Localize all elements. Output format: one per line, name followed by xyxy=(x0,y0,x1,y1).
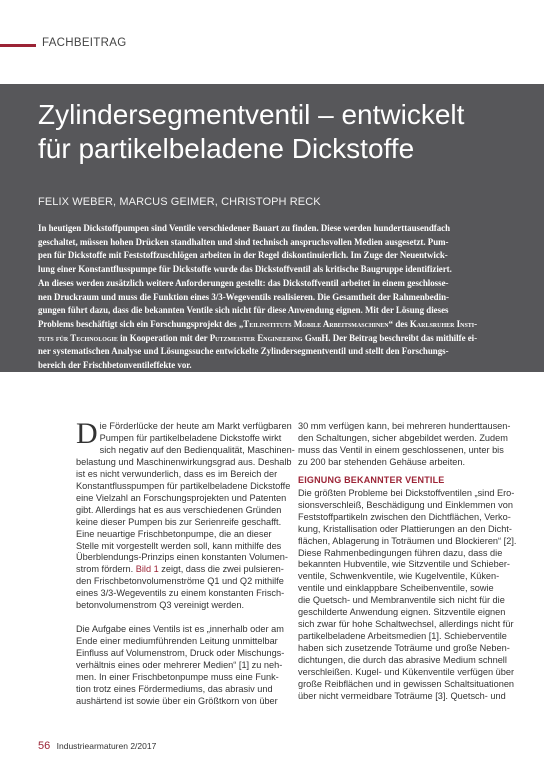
university-name-cont: tuts für Technologie xyxy=(38,332,118,343)
title-line: für partikelbeladene Dickstoffe xyxy=(38,133,415,164)
abstract-line: nen Druckraum und muss die Funktion eines 3/3-Wegeventils realisieren. Die Gesamtheit der Rahmenbedin- xyxy=(38,291,449,302)
body-line: geschilderte Anwendung eignen. Sitzventile eignen xyxy=(298,607,506,618)
body-line: partikelbeladene Arbeitsmedien [1]. Schieberventile xyxy=(298,631,507,642)
body-line: sich zwar für hohe Schaltwechsel, allerdings nicht für xyxy=(298,619,514,630)
page-number: 56 xyxy=(38,740,51,752)
body-text: zeigt, dass die zwei pulsieren- xyxy=(158,564,284,575)
abstract-text: . Der Beitrag beschreibt das mithilfe ei- xyxy=(328,332,478,343)
body-line: eine Vielzahl an Forschungsprojekten und Patenten xyxy=(76,492,287,503)
abstract-line: pen für Dickstoffe mit Feststoffzuschlögen arbeiten in der Regel diskontinuierlich. Im Zuge der Neuentwick- xyxy=(38,250,448,261)
page-footer xyxy=(38,740,156,752)
body-line: zu 200 bar stehenden Gehäuse arbeiten. xyxy=(298,456,466,467)
abstract xyxy=(38,222,508,373)
body-line: den Frischbetonvolumenströme Q1 und Q2 mithilfe xyxy=(76,576,284,587)
body-line: den Schaltungen, sicher abgebildet werden. Zudem xyxy=(298,432,508,443)
body-line: Einfluss auf Volumenstrom, Druck oder Mischungs- xyxy=(76,648,285,659)
body-line: belastung und Maschinenwirkungsgrad aus. Deshalb xyxy=(76,456,292,467)
body-line: ie Förderlücke der heute am Markt verfügbaren xyxy=(99,421,292,431)
body-line: sionsverschleiß, Beschädigung und Einklemmen von xyxy=(298,499,514,510)
body-line: große Reibflächen und in gewissen Schaltsituationen xyxy=(298,679,515,690)
body-line: men. In einer Frischbetonpumpe muss eine Funk- xyxy=(76,672,279,683)
body-line: ist es nicht verwunderlich, dass es im Bereich der xyxy=(76,468,278,479)
section-label: FACHBEITRAG xyxy=(42,37,127,49)
body-line: Die größten Probleme bei Dickstoffventilen „sind Ero- xyxy=(298,487,515,498)
body-column-right xyxy=(298,421,524,703)
body-line: 30 mm verfügen kann, bei mehreren hunderttausen- xyxy=(298,421,511,431)
abstract-line: An dieses werden zusätzlich weitere Anforderungen gestellt: das Dickstoffventil arbeitet in einem geschlosse- xyxy=(38,277,449,288)
abstract-line: lung einer Konstantflusspumpe für Dickstoffe wurde das Dickstoffventil als kritische Baugruppe identifiziert. xyxy=(38,264,452,275)
body-line: über nicht vermeidbare Toträume [3]. Quetsch- und xyxy=(298,690,506,701)
body-line: bekannten Hubventile, wie Sitzventile und Schieber- xyxy=(298,559,510,570)
institute-name: Teilinstituts Mobile Arbeitsmaschinen xyxy=(243,318,389,329)
body-text: strom fördern. xyxy=(76,564,136,575)
body-line: kung, Kristallisation oder Plattierungen an den Dicht- xyxy=(298,523,512,534)
company-name: Putzmeister Engineering GmbH xyxy=(209,332,329,343)
body-line: die Quetsch- und Membranventile sich nicht für die xyxy=(298,595,505,606)
body-line: dichtungen, die durch das abrasive Medium schnell xyxy=(298,655,507,666)
university-name: Karlsruher Insti- xyxy=(409,318,478,329)
body-line: tion trotz eines Fördermediums, das abrasiv und xyxy=(76,684,273,695)
body-line xyxy=(76,564,302,576)
abstract-line: ner systematischen Analyse und Lösungssuche entwickelte Zylindersegmentventil und stellt den Forschungs- xyxy=(38,346,449,357)
body-line: gibt. Allerdings hat es aus verschiedenen Gründen xyxy=(76,504,282,515)
abstract-text: Problems beschäftigt sich ein Forschungsprojekt des „ xyxy=(38,318,244,329)
title-line: Zylindersegmentventil – entwickelt xyxy=(38,99,465,130)
body-line: Konstantflusspumpen für partikelbeladene Dickstoffe xyxy=(76,480,291,491)
body-line: eines 3/3-Wegeventils zu einem konstanten Frisch- xyxy=(76,588,285,599)
body-line: keine dieser Pumpen bis zur Serienreife geschafft. xyxy=(76,516,282,527)
abstract-line: geschaltet, müssen hohen Drücken standhalten und sind technisch anspruchsvollen Medien ausgesetzt. Pum- xyxy=(38,236,449,247)
body-line: Diese Rahmenbedingungen führen dazu, dass die xyxy=(298,547,503,558)
body-line: aushärtend ist sowie über ein Größtkorn von über xyxy=(76,695,278,706)
body-line: verschleißen. Kugel- und Kükenventile verfügen über xyxy=(298,667,515,678)
section-marker xyxy=(0,44,36,47)
abstract-line xyxy=(38,318,508,332)
body-line: Feststoffpartikeln zwischen den Dichtflächen, Verko- xyxy=(298,511,511,522)
article-title xyxy=(38,98,518,166)
abstract-line: bereich der Frischbetonventileffekte vor. xyxy=(38,360,192,371)
abstract-line: gungen führt dazu, dass die bekannten Ventile sich nicht für diese Anwendung eignen. Mit der Lösung dieses xyxy=(38,305,449,316)
body-line: betonvolumenstrom Q3 vereinigt werden. xyxy=(76,600,245,611)
body-line: ventile und einklappbare Scheibenventile, sowie xyxy=(298,583,494,594)
body-line: Überblendungs-Prinzips einen konstanten Volumen- xyxy=(76,552,288,563)
authors: FELIX WEBER, MARCUS GEIMER, CHRISTOPH RECK xyxy=(38,196,321,208)
abstract-line xyxy=(38,332,508,346)
figure-reference[interactable]: Bild 1 xyxy=(135,564,159,575)
drop-cap: D xyxy=(76,417,98,450)
abstract-text: “ des xyxy=(388,318,410,329)
abstract-text: in Kooperation mit der xyxy=(120,332,210,343)
body-line: Ende einer mediumführenden Leitung unmittelbar xyxy=(76,636,278,647)
body-line: Eine neuartige Frischbetonpumpe, die an dieser xyxy=(76,528,272,539)
body-column-left xyxy=(76,417,302,708)
abstract-line: In heutigen Dickstoffpumpen sind Ventile verschiedener Bauart zu finden. Diese werden hunderttausendfach xyxy=(38,223,451,233)
body-line: sich negativ auf den Bedienqualität, Maschinen- xyxy=(99,444,295,455)
body-line: Pumpen für partikelbeladene Dickstoffe wirkt xyxy=(99,432,282,443)
body-line: ventile, Schwenkventile, wie Kugelventile, Küken- xyxy=(298,571,500,582)
section-heading: EIGNUNG BEKANNTER VENTILE xyxy=(298,474,445,485)
body-line: Stelle mit vorgestellt werden soll, kann mithilfe des xyxy=(76,540,282,551)
paragraph-gap xyxy=(76,612,302,624)
body-line: verhältnis eines oder mehrerer Medien“ [1] zu neh- xyxy=(76,660,283,671)
article-header xyxy=(0,84,544,372)
body-line: Die Aufgabe eines Ventils ist es „innerhalb oder am xyxy=(76,624,284,635)
body-line: flächen, Ablagerung in Toträumen und Blockieren“ [2]. xyxy=(298,535,517,546)
publication-name: Industriearmaturen 2/2017 xyxy=(56,741,157,751)
body-line: haben sich zusetzende Toträume und große Neben- xyxy=(298,643,510,654)
body-line: muss das Ventil in einem geschlossenen, unter bis xyxy=(298,444,504,455)
